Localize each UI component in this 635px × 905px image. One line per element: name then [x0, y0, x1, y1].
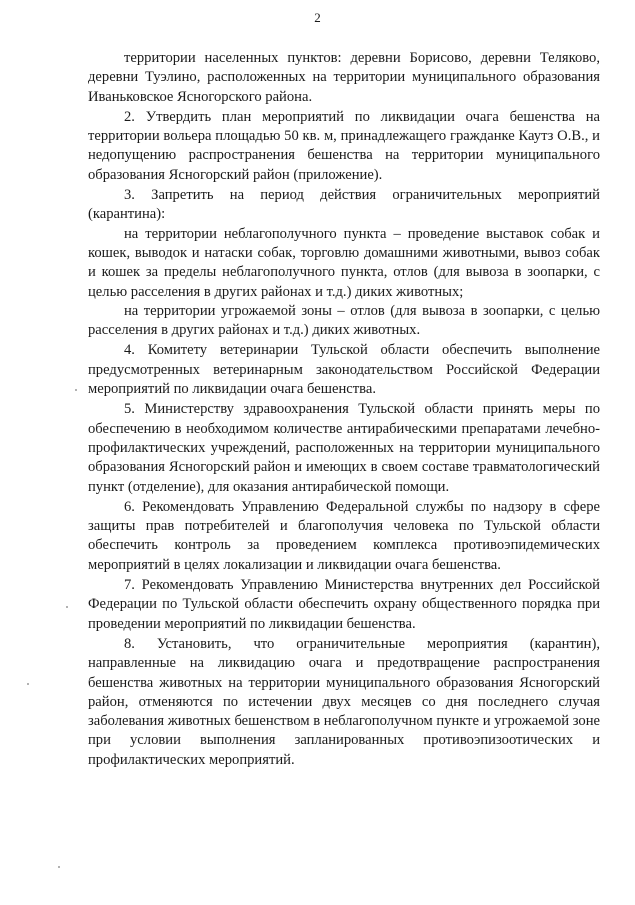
- paragraph-5: 5. Министерству здравоохранения Тульской области принять меры по обеспечению в необходимом количестве антирабическими препаратами лечебно-профилактических учреждений, расположенных на территории муниципального образования Ясногорский район и имеющих в своем составе травматологический пункт (отделение), для оказания антирабической помощи.: [88, 401, 600, 495]
- scan-speck: [58, 866, 60, 868]
- paragraph-4: 4. Комитету ветеринарии Тульской области обеспечить выполнение предусмотренных ветеринарным законодательством Российской Федерации мероприятий по ликвидации очага бешенства.: [88, 342, 600, 398]
- paragraph-3-sub-2: на территории угрожаемой зоны – отлов (для вывоза в зоопарки, с целью расселения в других районах и т.д.) диких животных.: [88, 302, 600, 339]
- paragraph-3: 3. Запретить на период действия ограничительных мероприятий (карантина):: [88, 187, 600, 223]
- paragraph-2: 2. Утвердить план мероприятий по ликвидации очага бешенства на территории вольера площадью 50 кв. м, принадлежащего гражданке Каутз О.В., и недопущению распространения бешенства на территории муниципального образования Ясногорский район (приложение).: [88, 108, 600, 183]
- scan-speck: [66, 606, 68, 608]
- paragraph-3-sub-1: на территории неблагополучного пункта – проведение выставок собак и кошек, выводок и натаски собак, торговлю домашними животными, вывоз собак и кошек за пределы неблагополучного пункта, отлов (для вывоза в зоопарки, с целью расселения в других районах и т.д.) диких животных;: [88, 225, 600, 300]
- paragraph-1-continuation: территории населенных пунктов: деревни Борисово, деревни Теляково, деревни Туэлино, расположенных на территории муниципального образования Иваньковское Ясногорского района.: [88, 50, 600, 105]
- scan-speck: [75, 389, 77, 391]
- scan-speck: [27, 683, 29, 685]
- paragraph-7: 7. Рекомендовать Управлению Министерства внутренних дел Российской Федерации по Тульской области обеспечить охрану общественного порядка при проведении мероприятий по ликвидации бешенства.: [88, 577, 600, 632]
- paragraph-6: 6. Рекомендовать Управлению Федеральной службы по надзору в сфере защиты прав потребителей и благополучия человека по Тульской области обеспечить контроль за проведением комплекса противоэпидемических мероприятий в целях локализации и ликвидации очага бешенства.: [88, 498, 600, 573]
- paragraph-8: 8. Установить, что ограничительные мероприятия (карантин), направленные на ликвидацию очага и предотвращение распространения бешенства животных на территории муниципального образования Ясногорский район, отменяются по истечении двух месяцев со дня последнего случая заболевания животных бешенством в неблагополучном пункте и угрожаемой зоне при условии выполнения запланированных противоэпизоотических и профилактических мероприятий.: [88, 635, 600, 768]
- document-body: [88, 49, 600, 770]
- page-number: 2: [314, 10, 321, 25]
